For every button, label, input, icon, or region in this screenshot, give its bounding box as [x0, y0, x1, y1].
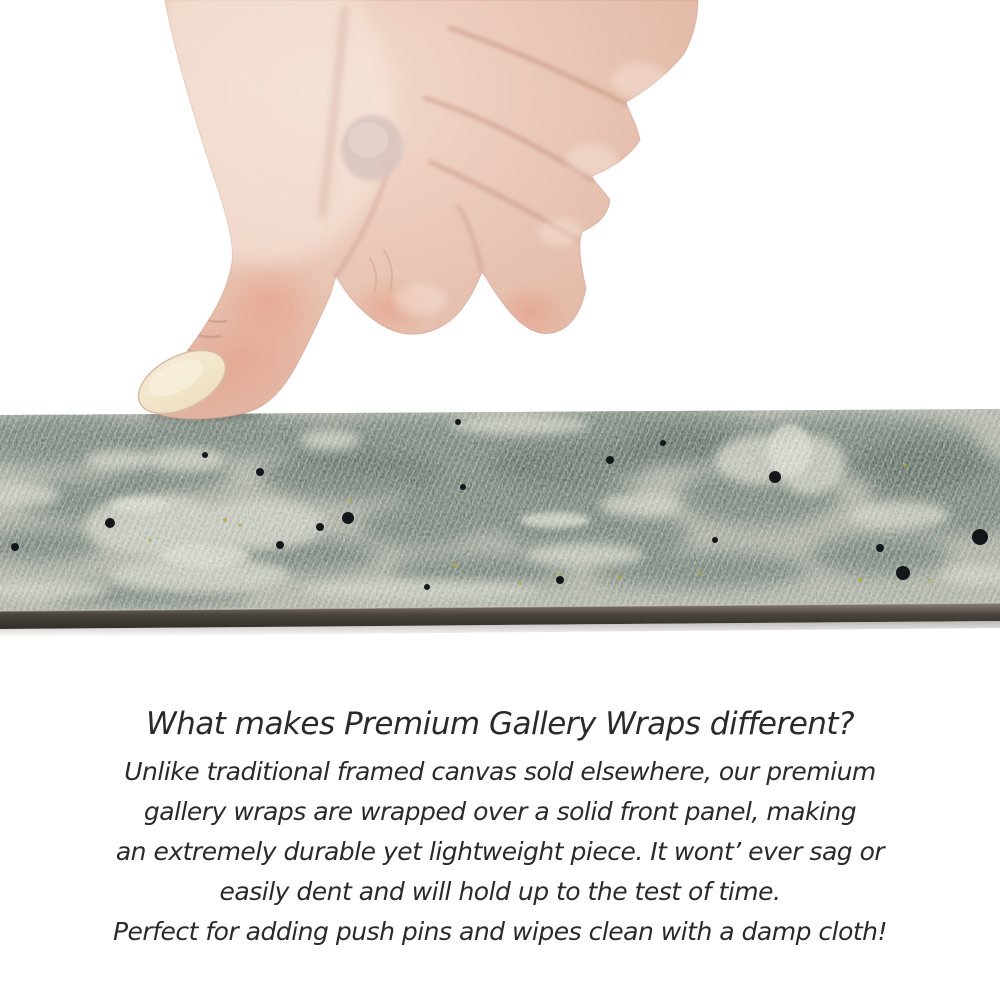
hand-pressing-thumb-image — [120, 0, 720, 430]
body-line-5: Perfect for adding push pins and wipes clean with a damp cloth! — [112, 917, 888, 946]
body-line-4: easily dent and will hold up to the test of time. — [219, 877, 781, 906]
body-line-1: Unlike traditional framed canvas sold elsewhere, our premium — [124, 757, 876, 786]
canvas-edge-image — [0, 405, 1000, 645]
headline: What makes Premium Gallery Wraps different? — [145, 706, 855, 742]
description-block — [0, 700, 1000, 952]
body-line-2: gallery wraps are wrapped over a solid front panel, making — [143, 797, 857, 826]
hand-silhouette — [125, 0, 698, 430]
body-line-3: an extremely durable yet lightweight piece. It wont’ ever sag or — [115, 837, 885, 866]
